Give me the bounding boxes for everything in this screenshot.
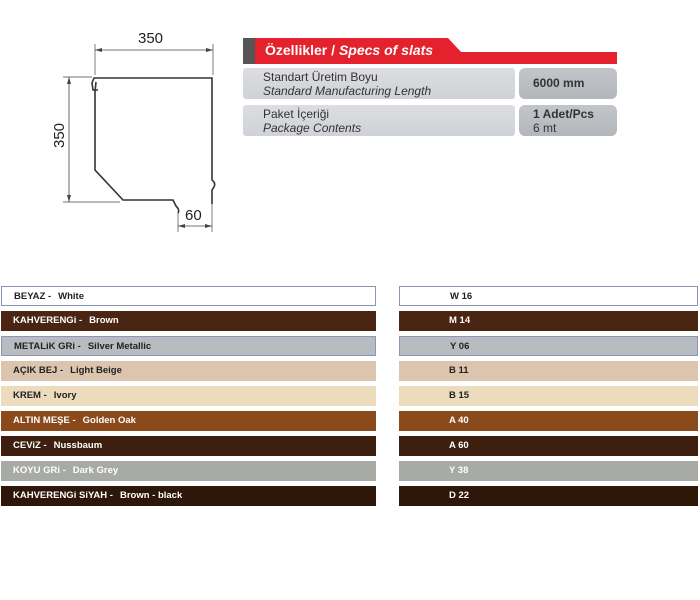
color-name-tr: CEViZ - <box>13 440 47 451</box>
color-name-en: Brown - black <box>119 490 183 501</box>
color-code: B 15 <box>449 390 470 401</box>
spec-label-tr: Paket İçeriği <box>263 107 330 121</box>
color-name-en: Light Beige <box>70 365 122 376</box>
spec-label-en: Standard Manufacturing Length <box>263 84 432 98</box>
profile-outline <box>92 78 215 204</box>
color-name-en: Nussbaum <box>53 440 103 451</box>
color-code-swatch <box>399 486 698 506</box>
color-code-swatch <box>399 436 698 456</box>
spec-label-en: Package Contents <box>263 121 362 135</box>
color-name-tr: KAHVERENGi - <box>13 315 83 326</box>
spec-row-length <box>243 68 617 99</box>
color-name-tr: AÇIK BEJ - <box>13 365 64 376</box>
color-name-tr: METALiK GRi - <box>14 341 81 352</box>
spec-value: 6000 mm <box>533 76 585 90</box>
spec-value-secondary: 6 mt <box>533 121 557 135</box>
spec-label-tr: Standart Üretim Boyu <box>263 70 378 84</box>
color-name-tr: BEYAZ - <box>14 291 52 302</box>
height-dimension-label: 350 <box>51 122 68 148</box>
color-code-swatch <box>399 461 698 481</box>
color-name-en: Brown <box>89 315 119 326</box>
color-name-swatch <box>1 486 376 506</box>
spec-row-package <box>243 105 617 136</box>
color-name-swatch <box>1 361 376 381</box>
specs-title: Özellikler / Specs of slats <box>265 42 434 58</box>
color-code-swatch <box>399 361 698 381</box>
color-name-en: Ivory <box>53 390 77 401</box>
color-name-tr: KAHVERENGi SiYAH - <box>13 490 113 501</box>
color-code-swatch <box>399 311 698 331</box>
width-dimension-label: 350 <box>138 30 164 47</box>
color-code: Y 38 <box>449 465 469 476</box>
color-name-swatch <box>1 461 376 481</box>
color-code: B 11 <box>449 365 469 376</box>
color-name-tr: ALTIN MEŞE - <box>13 415 76 426</box>
color-name-swatch <box>1 386 376 406</box>
color-code-swatch <box>399 336 698 356</box>
color-name-swatch <box>1 411 376 431</box>
color-code-swatch <box>399 286 698 306</box>
color-name-en: Silver Metallic <box>87 341 152 352</box>
color-name-en: White <box>58 291 84 302</box>
color-code: M 14 <box>449 315 471 326</box>
color-name-tr: KOYU GRi - <box>13 465 66 476</box>
color-name-en: Dark Grey <box>72 465 119 476</box>
color-name-swatch <box>1 336 376 356</box>
color-name-tr: KREM - <box>13 390 47 401</box>
spec-value: 1 Adet/Pcs <box>533 107 594 121</box>
color-code: W 16 <box>450 291 473 302</box>
color-name-en: Golden Oak <box>82 415 136 426</box>
lip-dimension-label: 60 <box>185 207 202 224</box>
color-name-swatch <box>1 436 376 456</box>
color-code-swatch <box>399 386 698 406</box>
color-code: D 22 <box>449 490 470 501</box>
color-code: A 60 <box>449 440 469 451</box>
color-name-swatch <box>1 286 376 306</box>
color-code-swatch <box>399 411 698 431</box>
slat-profile-drawing <box>40 30 240 240</box>
color-name-swatch <box>1 311 376 331</box>
color-code: Y 06 <box>450 341 470 352</box>
color-code: A 40 <box>449 415 469 426</box>
specs-header <box>243 38 617 64</box>
